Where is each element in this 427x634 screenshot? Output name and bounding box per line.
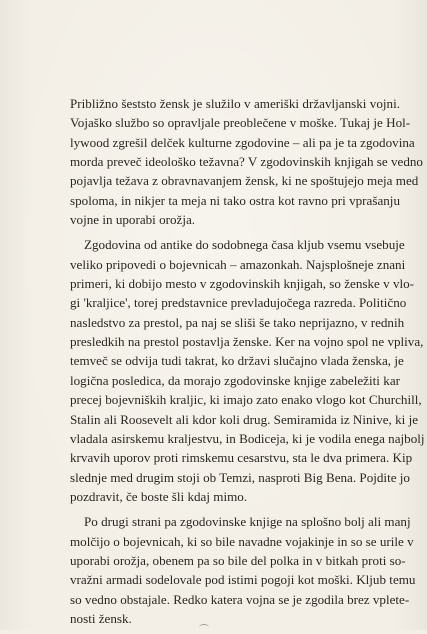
text-line: Stalin ali Roosevelt ali kdor koli drug. Semiramida iz Ninive, ki je xyxy=(70,411,419,427)
text-line: molčijo o bojevnicah, ki so bile navadne vojakinje in so se urile v xyxy=(70,533,414,549)
text-line: vladala asirskemu kraljestvu, in Bodiceja, ki je vodila enega najbolj xyxy=(70,430,425,446)
text-line: spoloma, in nikjer ta meja ni tako ostra kot ravno pri vprašanju xyxy=(70,192,400,208)
text-line: temveč se odvija tudi takrat, ko državi slučajno vlada ženska, je xyxy=(70,353,404,369)
text-line: morda preveč ideološko težavna? V zgodovinskih knjigah se vedno xyxy=(70,154,423,170)
text-line: nasledstvo za prestol, pa naj se sliši še tako neprijazno, v rednih xyxy=(70,314,405,330)
text-line: pojavlja težava z obravnavanjem žensk, ki ne spoštujejo meja med xyxy=(70,173,419,189)
text-line: slednje med drugim stoji ob Temzi, nasproti Big Bena. Pojdite jo xyxy=(70,469,410,485)
paragraph-3 xyxy=(70,512,416,628)
text-line: Po drugi strani pa zgodovinske knjige na splošno bolj ali manj xyxy=(84,514,411,530)
text-line: gi 'kraljice', torej predstavnice prevladujočega razreda. Politično xyxy=(70,295,407,311)
text-line: krvavih uporov proti rimskemu cesarstvu, sta le dva primera. Kip xyxy=(70,450,413,466)
text-line: logična posledica, da morajo zgodovinske knjige zabeležiti kar xyxy=(70,372,400,388)
text-line: Približno šeststo žensk je služilo v ameriški državljanski vojni. xyxy=(70,96,400,111)
text-line: Vojaško službo so opravljale preoblečene v moške. Tukaj je Hol- xyxy=(70,115,411,131)
text-line: pozdravit, če boste šli kdaj mimo. xyxy=(70,488,248,504)
text-line: lywood zgrešil delček kulturne zgodovine – ali pa je ta zgodovina xyxy=(70,134,415,150)
text-line: vojne in uporabi orožja. xyxy=(70,212,196,228)
text-line: precej bojevniških kraljic, ki imajo zato enako vlogo kot Churchill, xyxy=(70,392,422,408)
text-line: presledkih na prestol postavlja ženske. Ker na vojno spol ne vpliva, xyxy=(70,334,424,350)
text-line: so vedno obstajale. Redko katera vojna se je zgodila brez vplete- xyxy=(70,591,410,607)
text-line: primeri, ki dobijo mesto v zgodovinskih knjigah, so ženske v vlo- xyxy=(70,276,415,292)
body-text xyxy=(70,94,425,634)
text-line: Zgodovina od antike do sodobnega časa kljub vsemu vsebuje xyxy=(84,237,405,253)
text-line: uporabi orožja, obenem pa so bile del polka in v bitkah proti so- xyxy=(70,552,406,568)
paragraph-2 xyxy=(70,235,425,506)
text-line: veliko pripovedi o bojevnicah – amazonkah. Najsplošneje znani xyxy=(70,256,406,272)
text-line: nosti žensk. xyxy=(70,610,132,626)
text-line: vražni armadi sodelovale pod istimi pogoji kot moški. Kljub temu xyxy=(70,572,416,588)
paragraph-1 xyxy=(70,94,423,229)
